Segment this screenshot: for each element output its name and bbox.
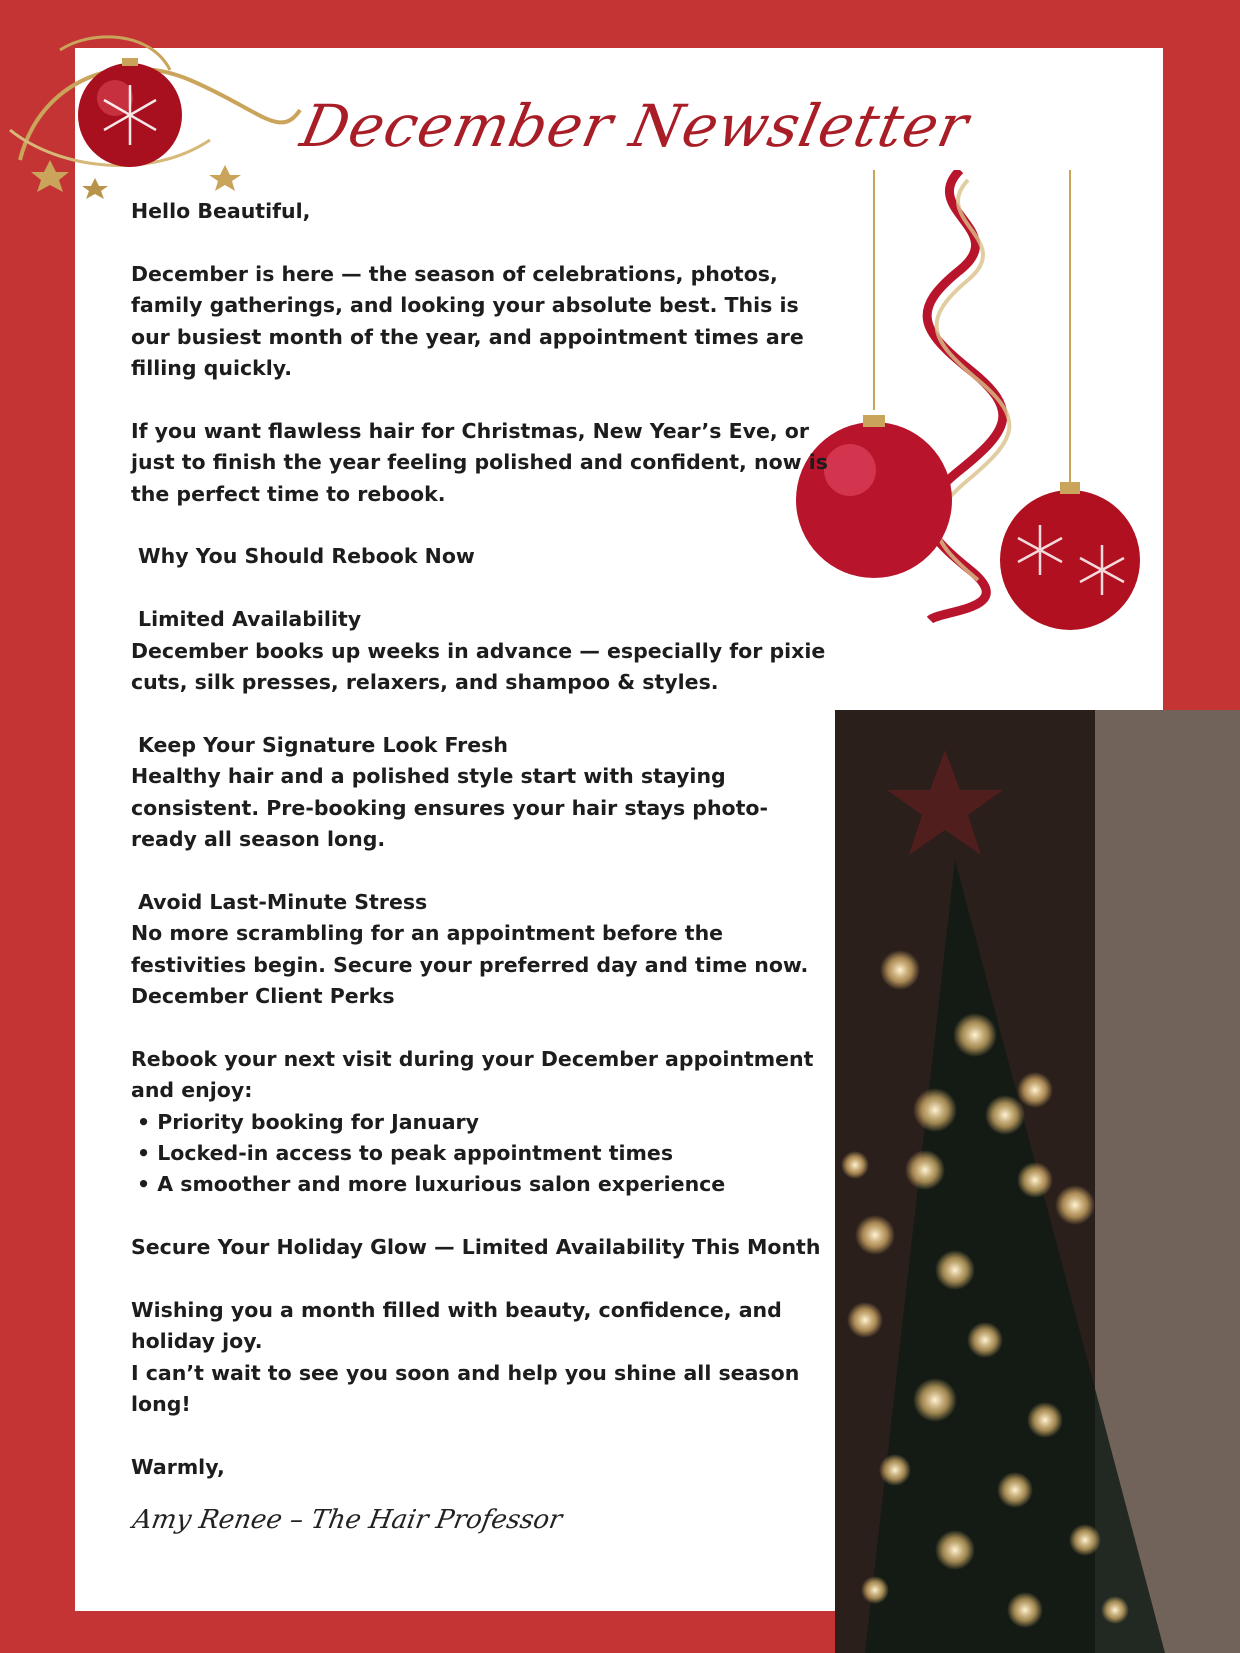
closing-line-1: Wishing you a month filled with beauty, confidence, and holiday joy. (131, 1298, 782, 1354)
why-heading: Why You Should Rebook Now (138, 544, 475, 569)
greeting: Hello Beautiful, (131, 199, 311, 223)
intro-paragraph-2: If you want flawless hair for Christmas, New Year’s Eve, or just to finish the year feeling polished and confident, now is the perfect time to rebook. (131, 418, 828, 506)
signature: Amy Renee – The Hair Professor (130, 1505, 565, 1535)
ornament-cluster-decoration (0, 20, 310, 200)
intro-paragraph-1: December is here — the season of celebrations, photos, family gatherings, and looking your absolute best. This is our busiest month of the year, and appointment times are filling quickly. (131, 261, 804, 381)
reason-3-title: Avoid Last-Minute Stress (138, 889, 428, 914)
reason-1-text: December books up weeks in advance — especially for pixie cuts, silk presses, relaxers, and shampoo & styles. (131, 638, 826, 695)
call-to-action: Secure Your Holiday Glow — Limited Availability This Month (131, 1235, 821, 1260)
sign-off: Warmly, (131, 1455, 225, 1480)
reason-1-title: Limited Availability (138, 607, 362, 632)
reason-3-text: No more scrambling for an appointment before the festivities begin. Secure your preferred day and time now. (131, 921, 809, 977)
hanging-ornaments-decoration (790, 170, 1150, 640)
newsletter-title: December Newsletter (295, 92, 975, 160)
christmas-tree-photo (835, 710, 1240, 1653)
reason-2-title: Keep Your Signature Look Fresh (138, 732, 508, 757)
perks-intro: Rebook your next visit during your December appointment and enjoy: (131, 1046, 814, 1103)
reason-2-text: Healthy hair and a polished style start with staying consistent. Pre-booking ensures your hair stays photo-ready all season long. (131, 764, 769, 852)
perk-item: • Priority booking for January (137, 1109, 480, 1134)
closing-line-2: I can’t wait to see you soon and help you shine all season long! (131, 1360, 800, 1417)
perk-item: • Locked-in access to peak appointment times (137, 1141, 674, 1166)
letter-body (131, 196, 831, 1484)
perk-item: • A smoother and more luxurious salon experience (137, 1172, 726, 1197)
perks-heading: December Client Perks (131, 984, 395, 1009)
